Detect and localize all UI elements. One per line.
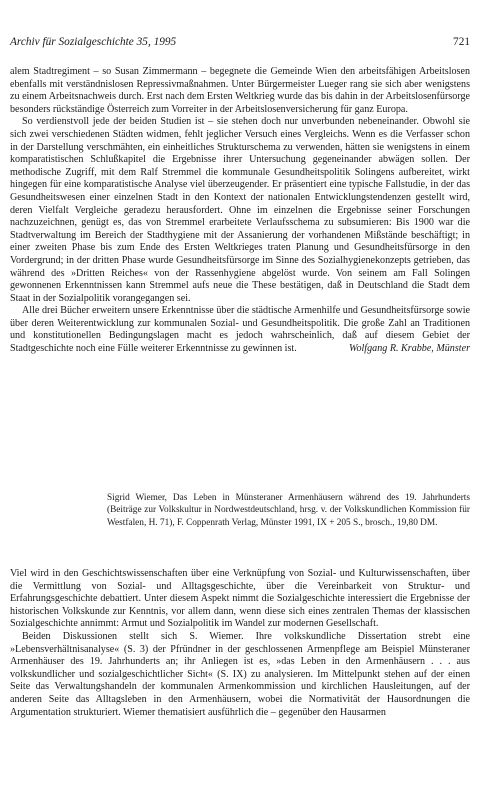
page-number: 721 [453,36,470,48]
closing-paragraph [10,305,470,355]
journal-title: Archiv für Sozialgeschichte 35, 1995 [10,36,177,48]
review-text-1 [10,66,470,356]
paragraph: alem Stadtregiment – so Susan Zimmermann – begegnete die Gemeinde Wien den arbeitsfähigen Arbeitslosen ebenfalls mit verständnislosen Repressivmaßnahmen. Unter Bürgermeister Lueger rang sie sich aber wenigstens zu einem Arbeitsnachweis durch. Erst nach dem Ersten Weltkrieg wurde das bis dahin in der Arbeitslosenfürsorge besonders rückständige Österreich zum Vorreiter in der Arbeitslosenversicherung für ganz Europa. [10,66,470,115]
book-citation: Sigrid Wiemer, Das Leben in Münsteraner Armenhäusern während des 19. Jahrhunderts (Beiträge zur Volkskultur in Nordwestdeutschland, hrsg. v. der Volkskundlichen Kommission für Westfalen, H. 71), F. Coppenrath Verlag, Münster 1991, IX + 205 S., brosch., 19,80 DM. [107,493,470,528]
review-text-2 [10,568,470,719]
paragraph: So verdienstvoll jede der beiden Studien ist – sie stehen doch nur unverbunden nebeneinander. Obwohl sie sich zwei verschiedenen Städten widmen, fehlt jeglicher Versuch eines Vergleichs. Wenn es die Verfasser schon in der Darstellung verschmähten, ein einheitliches Strukturschema zu verwenden, hätten sie wenigstens in einem komparatistischen Schlußkapitel die Ergebnisse ihrer Untersuchung gegeneinander abwägen sollen. Der methodische Zugriff, mit dem Ralf Stremmel die kommunale Gesundheitspolitik Solingens aufbereitet, wirkt hingegen für eine komparatistische Analyse viel überzeugender. Er präsentiert eine typische Fallstudie, in der das Gesundheitswesen einer einzelnen Stadt in den Kontext der nationalen Entwicklungstendenzen gestellt wird, deren Vielfalt Vergleiche geradezu herausfordert. Ohne im einzelnen die Ergebnisse seiner Forschungen nachzuzeichnen, genügt es, das von Stremmel erarbeitete Verlaufsschema zu subsumieren: Bis 1900 war die Stadtverwaltung im Bereich der Stadthygiene mit der Assanierung der vorhandenen Mißstände beschäftigt; in einer zweiten Phase bis zum Ende des Ersten Weltkrieges traten Planung und Gesundheitsfürsorge in den Vordergrund; in der dritten Phase wurde Gesundheitsfürsorge im Sinne des Sozialhygienekonzepts getrieben, das während des »Dritten Reiches« von der Rassenhygiene abgelöst wurde. Von seinem am Fall Solingen gewonnenen Erkenntnissen kann Stremmel aufs neue die These bestätigen, daß in Deutschland die Stadt dem Staat in der Sozialpolitik vorangegangen sei. [10,116,470,304]
reviewer-signature: Wolfgang R. Krabbe, Münster [348,343,470,355]
paragraph: Viel wird in den Geschichtswissenschaften über eine Verknüpfung von Sozial- und Kulturwissenschaften, über die Vermittlung von Sozial- und Alltagsgeschichte, über die Vereinbarkeit von Struktur- und Erfahrungsgeschichte debattiert. Unter diesem Aspekt nimmt die Sozialgeschichte interessiert die Ergebnisse der historischen Volkskunde zur Kenntnis, vor allem dann, wenn diese sich eines zentralen Themas der klassischen Sozialgeschichte annimmt: Armut und Sozialpolitik im Wandel zur modernen Gesellschaft. [10,568,470,630]
closing-text: Alle drei Bücher erweitern unsere Erkenntnisse über die städtische Armenhilfe und Gesundheitsfürsorge sowie über deren Weiterentwicklung zur kommunalen Sozial- und Gesundheitspolitik. Die große Zahl an Traditionen und konstitutionellen Bedingungslagen macht es jedoch wahrscheinlich, daß auf diesem Gebiet der Stadtgeschichte noch eine Fülle weiterer Erkenntnisse zu gewinnen ist. [10,305,470,355]
paragraph: Beiden Diskussionen stellt sich S. Wiemer. Ihre volkskundliche Dissertation strebt eine »Lebensverhältnisanalyse« (S. 3) der Pfründner in der geschlossenen Armenpflege am Beispiel Münsteraner Armenhäuser des 19. Jahrhunderts an; ihr Anliegen ist es, »das Leben in den Armenhäusern . . . aus volkskundlicher und sozialgeschichtlicher Sicht« (S. IX) zu analysieren. Im Mittelpunkt stehen auf der einen Seite das Verwaltungshandeln der kommunalen Armenkommission und kirchlichen Hausleitungen, auf der anderen Seite das Alltagsleben in den Armenhäusern, wobei die Normativität der Hausordnungen die Argumentation strukturiert. Wiemer thematisiert ausführlich die – gegenüber den Hausarmen [10,630,470,718]
running-header [10,36,470,48]
